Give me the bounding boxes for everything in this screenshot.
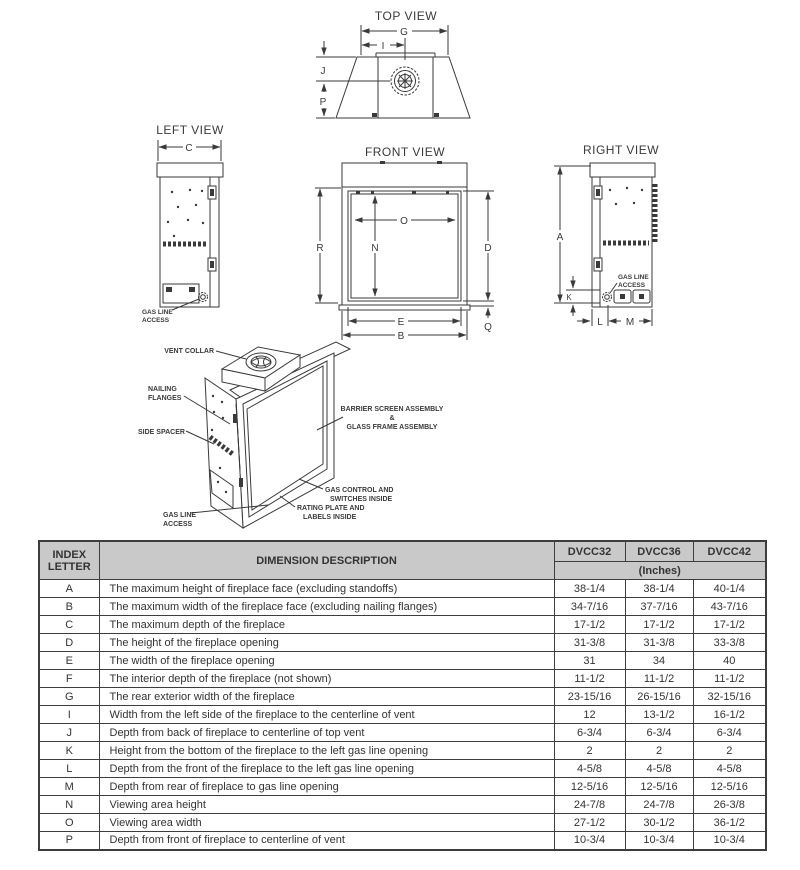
dim-label-a: A	[556, 232, 564, 243]
value-dvcc36-cell: 6-3/4	[625, 724, 693, 742]
value-dvcc32-cell: 31-3/8	[554, 634, 625, 652]
value-dvcc42-cell: 11-1/2	[693, 670, 766, 688]
left-view	[142, 123, 224, 324]
value-dvcc32-cell: 24-7/8	[554, 796, 625, 814]
dim-label-l: L	[597, 317, 603, 328]
right-view-title: RIGHT VIEW	[582, 143, 660, 157]
index-letter-cell: B	[39, 598, 99, 616]
description-cell: Depth from rear of fireplace to gas line opening	[99, 778, 554, 796]
callout-vent-collar: VENT COLLAR	[164, 348, 214, 355]
dim-label-c: C	[185, 143, 193, 154]
value-dvcc36-cell: 4-5/8	[625, 760, 693, 778]
table-row	[39, 670, 766, 688]
value-dvcc42-cell: 26-3/8	[693, 796, 766, 814]
value-dvcc32-cell: 12-5/16	[554, 778, 625, 796]
value-dvcc36-cell: 24-7/8	[625, 796, 693, 814]
description-cell: The maximum depth of the fireplace	[99, 616, 554, 634]
description-cell: Viewing area height	[99, 796, 554, 814]
header-index-letter: INDEX LETTER	[39, 541, 99, 580]
description-cell: The height of the fireplace opening	[99, 634, 554, 652]
value-dvcc36-cell: 12-5/16	[625, 778, 693, 796]
table-row	[39, 616, 766, 634]
screw-holes	[167, 189, 204, 237]
value-dvcc32-cell: 12	[554, 706, 625, 724]
top-view-title: TOP VIEW	[374, 9, 438, 23]
index-letter-cell: O	[39, 814, 99, 832]
dim-label-o: O	[400, 216, 408, 227]
left-gas-line-access-label: GAS LINE	[142, 309, 173, 316]
value-dvcc42-cell: 12-5/16	[693, 778, 766, 796]
index-letter-cell: J	[39, 724, 99, 742]
value-dvcc36-cell: 30-1/2	[625, 814, 693, 832]
dim-label-k: K	[566, 293, 572, 302]
index-letter-cell: N	[39, 796, 99, 814]
dim-label-r: R	[316, 243, 324, 254]
dimensions-table	[38, 540, 767, 851]
gas-line-access-opening	[603, 293, 612, 302]
dim-label-b: B	[397, 331, 405, 342]
description-cell: Viewing area width	[99, 814, 554, 832]
header-units: (Inches)	[554, 562, 766, 580]
value-dvcc36-cell: 34	[625, 652, 693, 670]
value-dvcc42-cell: 32-15/16	[693, 688, 766, 706]
right-view	[553, 143, 659, 328]
dim-label-m: M	[625, 317, 635, 328]
value-dvcc42-cell: 10-3/4	[693, 832, 766, 850]
index-letter-cell: A	[39, 580, 99, 598]
isometric-view	[138, 342, 444, 528]
header-dimension-description: DIMENSION DESCRIPTION	[99, 541, 554, 580]
value-dvcc32-cell: 27-1/2	[554, 814, 625, 832]
value-dvcc36-cell: 10-3/4	[625, 832, 693, 850]
value-dvcc42-cell: 43-7/16	[693, 598, 766, 616]
value-dvcc36-cell: 31-3/8	[625, 634, 693, 652]
value-dvcc42-cell: 4-5/8	[693, 760, 766, 778]
screw-holes	[609, 187, 643, 205]
callout-barrier-screen-2: &	[389, 415, 395, 422]
dim-label-g: G	[400, 27, 408, 38]
table-row	[39, 760, 766, 778]
value-dvcc42-cell: 40	[693, 652, 766, 670]
table-row	[39, 706, 766, 724]
index-letter-cell: P	[39, 832, 99, 850]
description-cell: Height from the bottom of the fireplace to the left gas line opening	[99, 742, 554, 760]
table-row	[39, 814, 766, 832]
index-letter-cell: G	[39, 688, 99, 706]
value-dvcc42-cell: 33-3/8	[693, 634, 766, 652]
table-row	[39, 832, 766, 850]
dim-label-e: E	[397, 317, 405, 328]
description-cell: Depth from the front of the fireplace to the left gas line opening	[99, 760, 554, 778]
callout-rating-plate-2: LABELS INSIDE	[303, 514, 357, 521]
callout-nailing-flanges-2: FLANGES	[148, 395, 182, 402]
front-view-title: FRONT VIEW	[364, 145, 446, 159]
value-dvcc42-cell: 36-1/2	[693, 814, 766, 832]
value-dvcc32-cell: 6-3/4	[554, 724, 625, 742]
top-vent-collar-drawing	[391, 67, 419, 95]
index-letter-cell: C	[39, 616, 99, 634]
callout-nailing-flanges: NAILING	[148, 386, 177, 393]
gas-line-access-opening	[199, 293, 208, 302]
value-dvcc36-cell: 38-1/4	[625, 580, 693, 598]
callout-barrier-screen-3: GLASS FRAME ASSEMBLY	[346, 424, 438, 431]
value-dvcc36-cell: 13-1/2	[625, 706, 693, 724]
value-dvcc36-cell: 37-7/16	[625, 598, 693, 616]
dim-label-d: D	[484, 243, 492, 254]
table-row	[39, 634, 766, 652]
description-cell: The maximum width of the fireplace face (excluding nailing flanges)	[99, 598, 554, 616]
value-dvcc42-cell: 16-1/2	[693, 706, 766, 724]
header-model-dvcc36: DVCC36	[625, 541, 693, 562]
value-dvcc36-cell: 26-15/16	[625, 688, 693, 706]
callout-gas-control-2: SWITCHES INSIDE	[330, 496, 393, 503]
index-letter-cell: F	[39, 670, 99, 688]
dim-label-q: Q	[484, 322, 492, 333]
table-row	[39, 652, 766, 670]
description-cell: The rear exterior width of the fireplace	[99, 688, 554, 706]
left-gas-line-access-label-2: ACCESS	[142, 317, 170, 324]
header-model-dvcc42: DVCC42	[693, 541, 766, 562]
value-dvcc32-cell: 34-7/16	[554, 598, 625, 616]
dim-label-n: N	[371, 243, 379, 254]
value-dvcc36-cell: 17-1/2	[625, 616, 693, 634]
value-dvcc32-cell: 38-1/4	[554, 580, 625, 598]
right-gas-line-access-label-2: ACCESS	[618, 282, 646, 289]
value-dvcc36-cell: 2	[625, 742, 693, 760]
header-model-dvcc32: DVCC32	[554, 541, 625, 562]
left-view-title: LEFT VIEW	[156, 123, 224, 137]
value-dvcc36-cell: 11-1/2	[625, 670, 693, 688]
value-dvcc32-cell: 17-1/2	[554, 616, 625, 634]
index-letter-cell: D	[39, 634, 99, 652]
right-gas-line-access-label: GAS LINE	[618, 274, 649, 281]
value-dvcc42-cell: 17-1/2	[693, 616, 766, 634]
index-letter-cell: I	[39, 706, 99, 724]
callout-gas-line-access: GAS LINE	[163, 512, 197, 519]
table-row	[39, 778, 766, 796]
callout-side-spacer: SIDE SPACER	[138, 429, 185, 436]
front-view	[314, 145, 495, 342]
index-letter-cell: L	[39, 760, 99, 778]
callout-barrier-screen: BARRIER SCREEN ASSEMBLY	[340, 406, 444, 413]
value-dvcc32-cell: 2	[554, 742, 625, 760]
description-cell: Width from the left side of the fireplace to the centerline of vent	[99, 706, 554, 724]
dim-label-i: I	[381, 41, 385, 52]
value-dvcc42-cell: 40-1/4	[693, 580, 766, 598]
description-cell: The interior depth of the fireplace (not shown)	[99, 670, 554, 688]
dimensions-table-body	[39, 580, 766, 850]
value-dvcc32-cell: 4-5/8	[554, 760, 625, 778]
description-cell: Depth from front of fireplace to centerline of vent	[99, 832, 554, 850]
value-dvcc32-cell: 11-1/2	[554, 670, 625, 688]
callout-gas-control: GAS CONTROL AND	[325, 487, 394, 494]
table-row	[39, 688, 766, 706]
description-cell: The width of the fireplace opening	[99, 652, 554, 670]
table-row	[39, 598, 766, 616]
value-dvcc42-cell: 2	[693, 742, 766, 760]
table-row	[39, 796, 766, 814]
table-row	[39, 724, 766, 742]
description-cell: Depth from back of fireplace to centerline of top vent	[99, 724, 554, 742]
value-dvcc32-cell: 31	[554, 652, 625, 670]
index-letter-cell: K	[39, 742, 99, 760]
description-cell: The maximum height of fireplace face (excluding standoffs)	[99, 580, 554, 598]
top-view	[316, 9, 470, 118]
value-dvcc42-cell: 6-3/4	[693, 724, 766, 742]
value-dvcc32-cell: 10-3/4	[554, 832, 625, 850]
table-row	[39, 742, 766, 760]
callout-gas-line-access-2: ACCESS	[163, 521, 193, 528]
dim-label-j: J	[320, 66, 326, 77]
index-letter-cell: E	[39, 652, 99, 670]
value-dvcc32-cell: 23-15/16	[554, 688, 625, 706]
callout-rating-plate: RATING PLATE AND	[297, 505, 365, 512]
dim-label-p: P	[319, 97, 327, 108]
index-letter-cell: M	[39, 778, 99, 796]
table-row	[39, 580, 766, 598]
